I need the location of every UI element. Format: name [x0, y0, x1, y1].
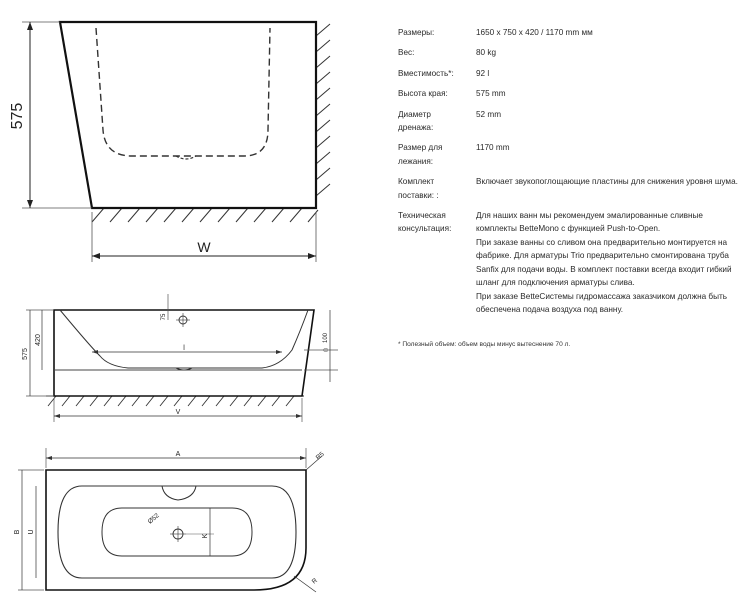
- side-section-drawing: [0, 0, 360, 270]
- spec-value-text: 1170 mm: [476, 143, 510, 153]
- spec-value: [476, 175, 738, 202]
- dim-height-420: 420: [35, 334, 42, 346]
- dim-inner-length-l: l: [183, 345, 185, 352]
- spec-value: [476, 209, 738, 316]
- technical-drawings: [0, 0, 360, 611]
- spec-row-technical-advice: [398, 209, 738, 316]
- spec-label: Техническая консультация:: [398, 211, 452, 234]
- dim-height-575: 575: [22, 348, 29, 360]
- dim-drain-diameter: Ø52: [146, 512, 161, 526]
- dim-height-575: 575: [9, 102, 26, 130]
- spec-value-text: При заказе ванны со сливом она предварительно монтируется на фабрике. Для арматуры Trio предварительно смонтирована труба Sanfix для подачи воды. В комплект поставки всегда входит гибкий шланг для подключения арматуры слива.: [476, 237, 732, 288]
- spec-value-text: 575 mm: [476, 89, 506, 99]
- spec-value-text: Для наших ванн мы рекомендуем эмалированные сливные комплекты BetteMono с функцией Push-to-Open.: [476, 211, 703, 234]
- dim-drain-unit: (l): [323, 348, 328, 352]
- spec-value: [476, 141, 738, 168]
- spec-label: Комплект поставки: :: [398, 177, 439, 200]
- spec-value: [476, 46, 738, 59]
- longitudinal-section-drawing: [0, 290, 360, 440]
- spec-value-text: 92 l: [476, 68, 490, 78]
- spec-value-text: При заказе BetteСистемы гидромассажа заказчиком должна быть обеспечена подача воздуха под ванну.: [476, 291, 728, 314]
- spec-value: [476, 108, 738, 135]
- dim-width-w: W: [197, 239, 211, 255]
- spec-row-lying-length: [398, 141, 738, 168]
- spec-label: Диаметр дренажа:: [398, 109, 434, 133]
- dim-radius-r5: R5: [314, 450, 326, 462]
- spec-value: [476, 67, 738, 80]
- spec-label: Вместимость*:: [398, 68, 454, 78]
- spec-value: [476, 26, 738, 39]
- spec-value: [476, 87, 738, 100]
- spec-row-scope-of-delivery: [398, 175, 738, 202]
- spec-value-text: Включает звукопоглощающие пластины для снижения уровня шума.: [476, 177, 738, 187]
- spec-label: Вес:: [398, 48, 415, 58]
- dim-radius-r: R: [310, 577, 319, 586]
- spec-value-text: 1650 x 750 x 420 / 1170 mm мм: [476, 28, 593, 37]
- dim-length-a: A: [175, 451, 181, 458]
- spec-label: Высота края:: [398, 89, 448, 99]
- spec-row-drain-diameter: [398, 108, 738, 135]
- spec-row-dimensions: [398, 26, 738, 39]
- spec-label: Размер для лежания:: [398, 143, 443, 166]
- spec-table: [398, 26, 738, 352]
- dim-width-b: B: [14, 529, 21, 535]
- spec-value-text: 80 kg: [476, 48, 497, 58]
- spec-label: Размеры:: [398, 28, 435, 37]
- spec-row-weight: [398, 46, 738, 59]
- dim-width-u: U: [28, 529, 35, 535]
- spec-row-rim-height: [398, 87, 738, 100]
- footnote: * Полезный объем: объем воды минус вытеснение 70 л.: [398, 341, 571, 349]
- spec-value-text: 52 mm: [476, 109, 502, 119]
- dim-outer-length-v: V: [175, 409, 181, 416]
- dim-overflow-75: 75: [161, 313, 167, 321]
- dim-drain-k: K: [202, 533, 209, 539]
- plan-view-drawing: [0, 440, 360, 611]
- dim-drain-100: 100: [323, 332, 329, 344]
- spec-row-capacity: [398, 67, 738, 80]
